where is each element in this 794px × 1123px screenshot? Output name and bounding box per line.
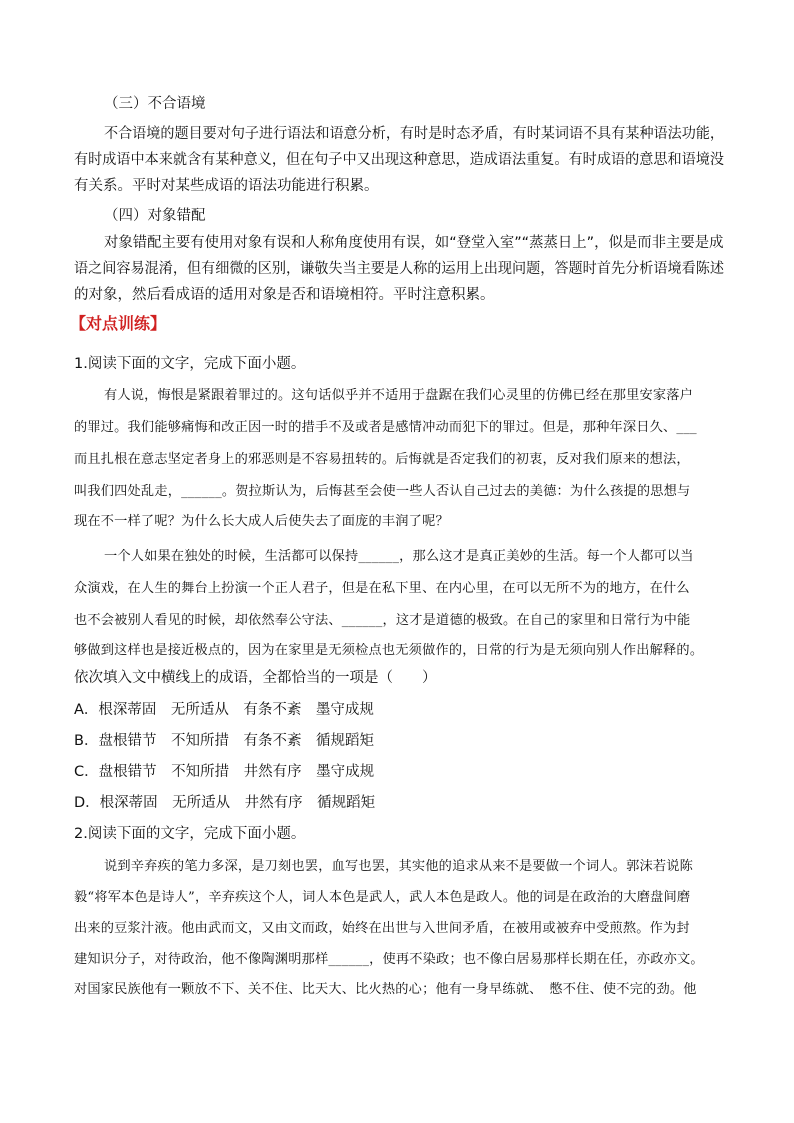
- q1-passage-line: 够做到这样也是接近极点的，因为在家里是无须检点也无须做作的，日常的行为是无须向别人作出解释的。: [74, 643, 704, 658]
- training-heading: 【对点训练】: [70, 314, 167, 333]
- q1-passage-line: 现在不一样了呢？为什么长大成人后使失去了面庞的丰润了呢？: [74, 514, 449, 529]
- q1-passage-line: 而且扎根在意志坚定者身上的邪恶则是不容易扭转的。后悔就是否定我们的初衷，反对我们原来的想法，: [74, 452, 690, 467]
- q1-passage-line: 众演戏，在人生的舞台上扮演一个正人君子，但是在私下里、在内心里，在可以无所不为的地方，在什么: [74, 581, 690, 596]
- section-3-line-3: 有关系。平时对某些成语的语法功能进行积累。: [74, 178, 379, 194]
- option-c[interactable]: C．盘根错节 不知所措 井然有序 墨守成规: [74, 764, 375, 780]
- option-b[interactable]: B．盘根错节 不知所措 有条不紊 循规蹈矩: [74, 733, 374, 749]
- q2-passage-line: 对国家民族他有一颗放不下、关不住、比天大、比火热的心；他有一身早练就、 憋不住、使不完的劲。他: [74, 982, 697, 997]
- section-3-line-1: 不合语境的题目要对句子进行语法和语意分析，有时是时态矛盾，有时某词语不具有某种语法功能，: [104, 126, 725, 142]
- section-title-4: （四）对象错配: [104, 208, 206, 224]
- q2-passage-line: 建知识分子，对待政治，他不像陶渊明那样______，使再不染政；也不像白居易那样长期在任，亦政亦文。: [74, 952, 704, 967]
- q1-passage-line: 也不会被别人看见的时候，却依然奉公守法、______，这才是道德的极致。在自己的家里和日常行为中能: [74, 613, 691, 628]
- q1-passage-line: 叫我们四处乱走，______。贺拉斯认为，后悔甚至会使一些人否认自己过去的美德：为什么孩提的思想与: [74, 484, 691, 499]
- q2-passage-line: 说到辛弃疾的笔力多深，是刀刻也罢，血写也罢，其实他的追求从来不是要做一个词人。郭沫若说陈: [104, 859, 694, 874]
- question-1-stem: 1.阅读下面的文字，完成下面小题。: [74, 356, 306, 372]
- q1-passage-line: 一个人如果在独处的时候，生活都可以保持______，那么这才是真正美妙的生活。每一个人都可以当: [104, 549, 694, 564]
- option-d[interactable]: D．根深蒂固 无所适从 井然有序 循规蹈矩: [74, 795, 376, 811]
- section-3-line-2: 有时成语中本来就含有某种意义，但在句子中又出现这种意思，造成语法重复。有时成语的意思和语境没: [74, 152, 724, 168]
- section-4-line-3: 的对象，然后看成语的适用对象是否和语境相符。平时注意积累。: [74, 287, 495, 303]
- section-title-3: （三）不合语境: [104, 96, 206, 112]
- q1-passage-line: 的罪过。我们能够痛悔和改正因一时的措手不及或者是感情冲动而犯下的罪过。但是，那种年深日久、___: [74, 420, 697, 435]
- question-1-instruction: 依次填入文中横线上的成语，全都恰当的一项是（ ）: [74, 670, 437, 686]
- option-a[interactable]: A．根深蒂固 无所适从 有条不紊 墨守成规: [74, 702, 374, 718]
- q2-passage-line: 出来的豆浆汁液。他由武而文，又由文而政，始终在出世与入世间矛盾，在被用或被弃中受煎熬。作为封: [74, 921, 690, 936]
- q2-passage-line: 毅“将军本色是诗人”，辛弃疾这个人，词人本色是武人，武人本色是政人。他的词是在政治的大磨盘间磨: [74, 890, 691, 905]
- q1-passage-line: 有人说，悔恨是紧跟着罪过的。这句话似乎并不适用于盘踞在我们心灵里的仿佛已经在那里安家落户: [104, 388, 694, 403]
- question-2-stem: 2.阅读下面的文字，完成下面小题。: [74, 826, 306, 842]
- section-4-line-1: 对象错配主要有使用对象有误和人称角度使用有误，如“登堂入室”“蒸蒸日上”，似是而非主要是成: [104, 235, 724, 251]
- section-4-line-2: 语之间容易混淆，但有细微的区别，谦敬失当主要是人称的运用上出现问题，答题时首先分析语境看陈述: [74, 261, 724, 277]
